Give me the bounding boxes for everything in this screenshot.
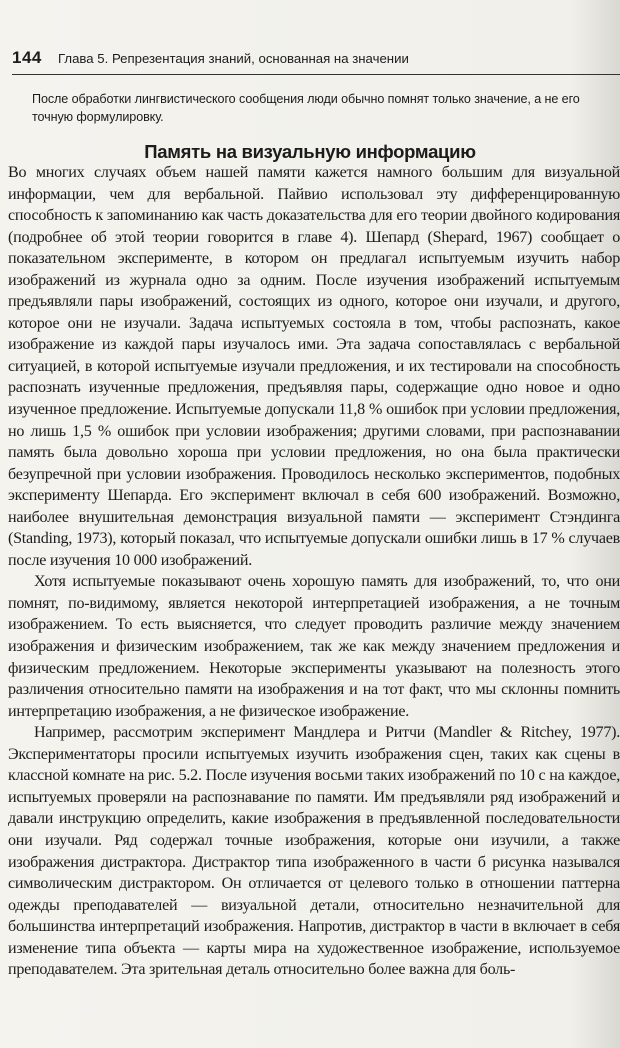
paragraph: Например, рассмотрим эксперимент Мандлера и Ритчи (Mandler & Ritchey, 1977). Экспериментаторы просили испытуемых изучить изображения сцен, таких как сцены в классной комнате на рис. 5.2. После изучения восьми таких изображений по 10 с на каждое, испытуемых проверяли на распознавание по памяти. Им предъявляли ряд изображений и давали инструкцию определить, какие изображения в предъявленной последовательности они изучали. Ряд содержал точные изображения, которые они изучили, а также изображения дистрактора. Дистрактор типа изображенного в части б рисунка назывался символическим дистрактором. Он отличается от целевого только в отношении паттерна одежды преподавателей — визуальной детали, относительно незначительной для большинства интерпретаций изображения. Напротив, дистрактор в части в включает в себя изменение типа объекта — карты мира на художественное изображение, используемое преподавателем. Эта зрительная деталь относительно более важна для боль- bbox=[8, 724, 620, 979]
page-header bbox=[12, 48, 620, 75]
section-heading: Память на визуальную информацию bbox=[144, 141, 476, 162]
page-number: 144 bbox=[12, 48, 42, 67]
paragraph: Во многих случаях объем нашей памяти кажется намного большим для визуальной информации, чем для вербальной. Пайвио использовал эту дифференцированную способность к запоминанию как часть доказательства для его теории двойного кодирования (подробнее об этой теории говорится в главе 4). Шепард (Shepard, 1967) сообщает о показательном эксперименте, в котором он предлагал испытуемым изучить набор изображений из журнала одно за одним. После изучения изображений испытуемым предъявляли пары изображений, состоящих из одного, которое они изучали, и другого, которое они не изучали. Задача испытуемых состояла в том, чтобы распознать, какое изображение из каждой пары изучалось ими. Эта задача сопоставлялась с вербальной ситуацией, в которой испытуемые изучали предложения, и их тестировали на способность распознать изученные предложения, предъявляя пары, содержащие одно новое и одно изученное предложение. Испытуемые допускали 11,8 % ошибок при условии предложения, но лишь 1,5 % ошибок при условии изображения; другими словами, при распознавании память была довольно хороша при условии предложения, но она была практически безупречной при условии изображения. Проводилось несколько экспериментов, подобных эксперименту Шепарда. Его эксперимент включал в себя 600 изображений. Возможно, наиболее внушительная демонстрация визуальной памяти — эксперимент Стэндинга (Standing, 1973), который показал, что испытуемые допускали ошибки лишь в 17 % случаев после изучения 10 000 изображений. bbox=[8, 164, 620, 569]
running-head: Глава 5. Репрезентация знаний, основанная на значении bbox=[58, 51, 409, 66]
summary-statement: После обработки лингвистического сообщения люди обычно помнят только значение, а не его точную формулировку. bbox=[32, 92, 580, 124]
paragraph: Хотя испытуемые показывают очень хорошую память для изображений, то, что они помнят, по-видимому, является некоторой интерпретацией изображения, а не точным изображением. То есть выясняется, что следует проводить различие между значением изображения и физическим изображением, так же как между значением предложения и физическим предложением. Некоторые эксперименты указывают на полезность этого различения относительно памяти на изображения и на тот факт, что мы склонны помнить интерпретацию изображения, а не физическое изображение. bbox=[8, 573, 620, 720]
body-text bbox=[8, 162, 620, 981]
